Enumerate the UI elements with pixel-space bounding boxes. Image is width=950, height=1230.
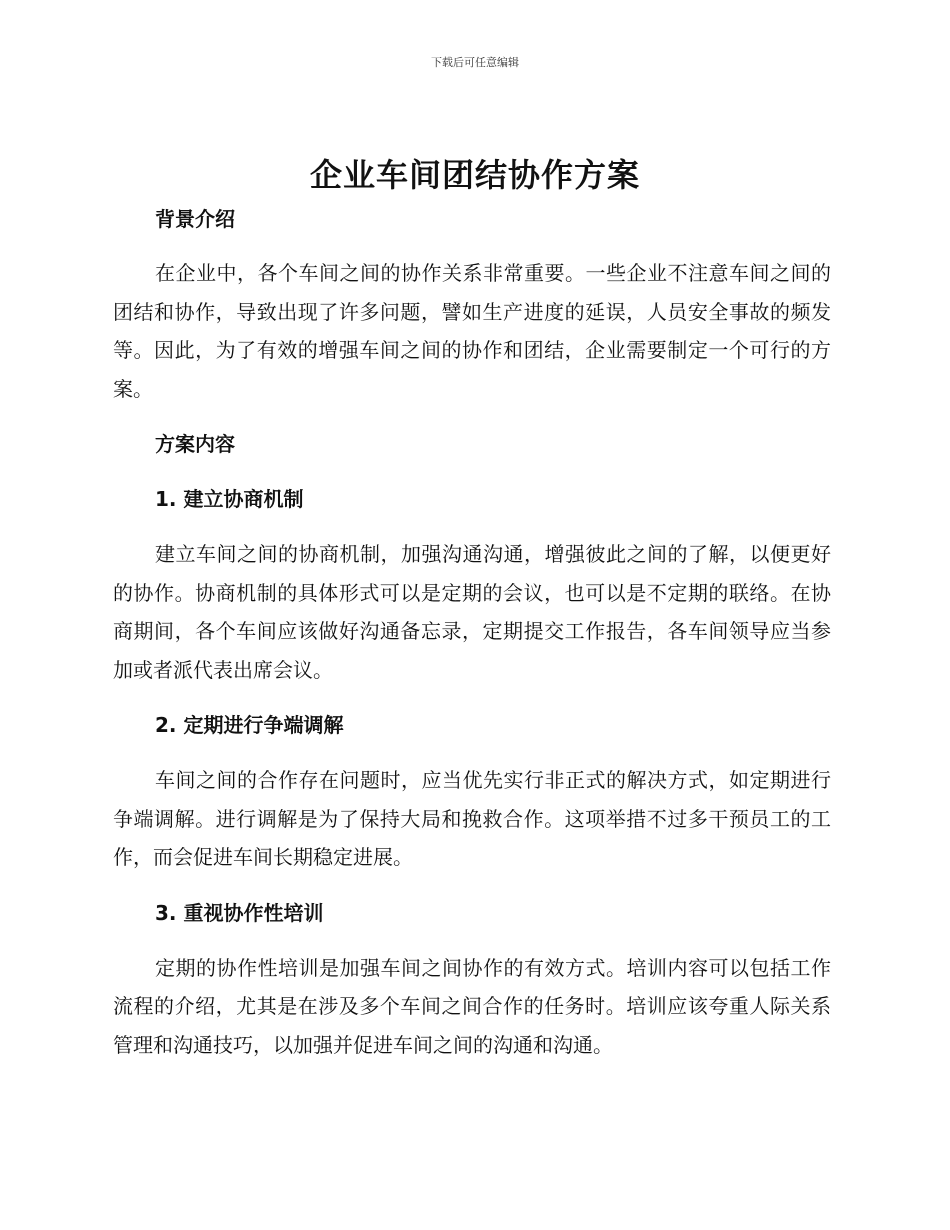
section-paragraph-collaboration-training: 定期的协作性培训是加强车间之间协作的有效方式。培训内容可以包括工作流程的介绍，尤其是在涉及多个车间之间合作的任务时。培训应该夸重人际关系管理和沟通技巧，以加强并促进车间之间的沟通和沟通。	[113, 955, 831, 1057]
section-paragraph-background: 在企业中，各个车间之间的协作关系非常重要。一些企业不注意车间之间的团结和协作，导致出现了许多问题，譬如生产进度的延误，人员安全事故的频发等。因此，为了有效的增强车间之间的协作和团结，企业需要制定一个可行的方案。	[113, 261, 831, 401]
section-heading-dispute-mediation: 2. 定期进行争端调解	[155, 713, 344, 737]
section-heading-collaboration-training: 3. 重视协作性培训	[155, 900, 324, 925]
section-paragraph-dispute-mediation: 车间之间的合作存在问题时，应当优先实行非正式的解决方式，如定期进行争端调解。进行调解是为了保持大局和挽救合作。这项举措不过多干预员工的工作，而会促进车间长期稳定进展。	[113, 768, 831, 869]
section-paragraph-negotiation-mechanism: 建立车间之间的协商机制，加强沟通沟通，增强彼此之间的了解，以便更好的协作。协商机制的具体形式可以是定期的会议，也可以是不定期的联络。在协商期间，各个车间应该做好沟通备忘录，定期提交工作报告，各车间领导应当参加或者派代表出席会议。	[113, 542, 831, 682]
section-heading-negotiation-mechanism: 1. 建立协商机制	[155, 487, 304, 511]
document-title: 企业车间团结协作方案	[309, 156, 640, 194]
document-body	[113, 200, 831, 1064]
section-heading-background: 背景介绍	[155, 207, 235, 231]
page-header-note: 下载后可任意编辑	[431, 56, 519, 69]
section-heading-plan-content: 方案内容	[155, 432, 235, 456]
